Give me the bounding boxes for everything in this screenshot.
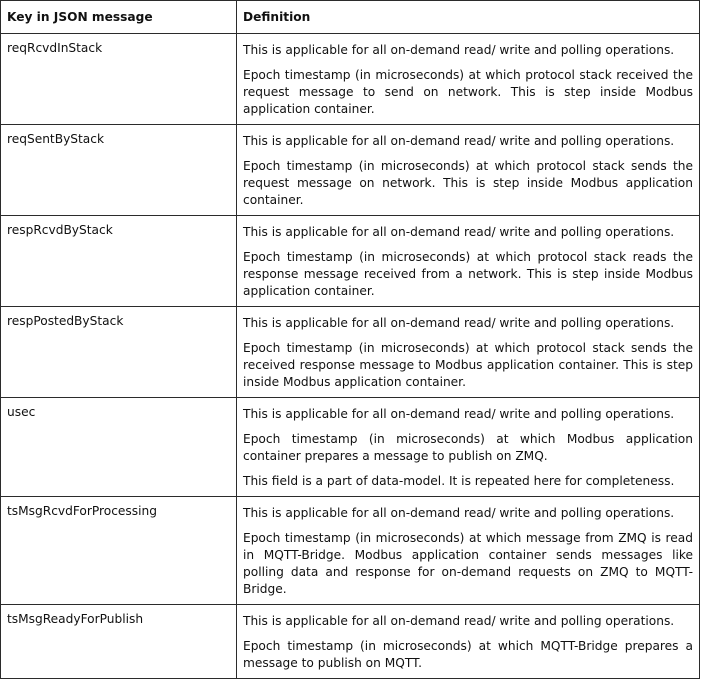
table-row	[1, 34, 700, 125]
table-header-row	[1, 1, 700, 34]
definition-paragraph: This is applicable for all on-demand read/ write and polling operations.	[243, 407, 675, 421]
definition-cell	[237, 125, 700, 216]
definition-paragraph: This is applicable for all on-demand read/ write and polling operations.	[243, 43, 675, 57]
definition-cell	[237, 398, 700, 497]
definition-paragraph: This is applicable for all on-demand read/ write and polling operations.	[243, 134, 675, 148]
key-cell: reqRcvdInStack	[1, 34, 237, 125]
definition-cell	[237, 605, 700, 679]
definition-paragraph: This is applicable for all on-demand read/ write and polling operations.	[243, 225, 675, 239]
key-cell: reqSentByStack	[1, 125, 237, 216]
definition-paragraph: This is applicable for all on-demand read/ write and polling operations.	[243, 614, 675, 628]
definition-paragraph: This is applicable for all on-demand read/ write and polling operations.	[243, 316, 675, 330]
key-cell: tsMsgRcvdForProcessing	[1, 497, 237, 605]
definition-paragraph: Epoch timestamp (in microseconds) at which Modbus application container prepares a message to publish on ZMQ.	[243, 432, 693, 463]
definition-cell	[237, 34, 700, 125]
table-row	[1, 497, 700, 605]
table-row	[1, 398, 700, 497]
header-key: Key in JSON message	[1, 1, 237, 34]
definition-cell	[237, 216, 700, 307]
definition-paragraph: Epoch timestamp (in microseconds) at which protocol stack sends the request message on network. This is step inside Modbus application container.	[243, 159, 693, 207]
definition-paragraph: Epoch timestamp (in microseconds) at which protocol stack reads the response message received from a network. This is step inside Modbus application container.	[243, 250, 693, 298]
key-cell: respRcvdByStack	[1, 216, 237, 307]
key-cell: tsMsgReadyForPublish	[1, 605, 237, 679]
key-cell: usec	[1, 398, 237, 497]
definition-paragraph: This is applicable for all on-demand read/ write and polling operations.	[243, 506, 675, 520]
table-row	[1, 125, 700, 216]
key-cell: respPostedByStack	[1, 307, 237, 398]
definition-cell	[237, 307, 700, 398]
header-definition: Definition	[237, 1, 700, 34]
definition-paragraph: Epoch timestamp (in microseconds) at which protocol stack received the request message to send on network. This is step inside Modbus application container.	[243, 68, 693, 116]
table-row	[1, 216, 700, 307]
definition-paragraph: Epoch timestamp (in microseconds) at which message from ZMQ is read in MQTT-Bridge. Modbus application container sends messages like polling data and response for on-demand requests on ZMQ to MQTT-Bridge.	[243, 531, 693, 596]
definition-cell	[237, 497, 700, 605]
table-row	[1, 605, 700, 679]
definition-paragraph: Epoch timestamp (in microseconds) at which MQTT-Bridge prepares a message to publish on MQTT.	[243, 639, 693, 670]
table-body	[1, 34, 700, 679]
definition-paragraph: This field is a part of data-model. It is repeated here for completeness.	[243, 474, 675, 488]
definition-paragraph: Epoch timestamp (in microseconds) at which protocol stack sends the received response message to Modbus application container. This is step inside Modbus application container.	[243, 341, 693, 389]
table-row	[1, 307, 700, 398]
